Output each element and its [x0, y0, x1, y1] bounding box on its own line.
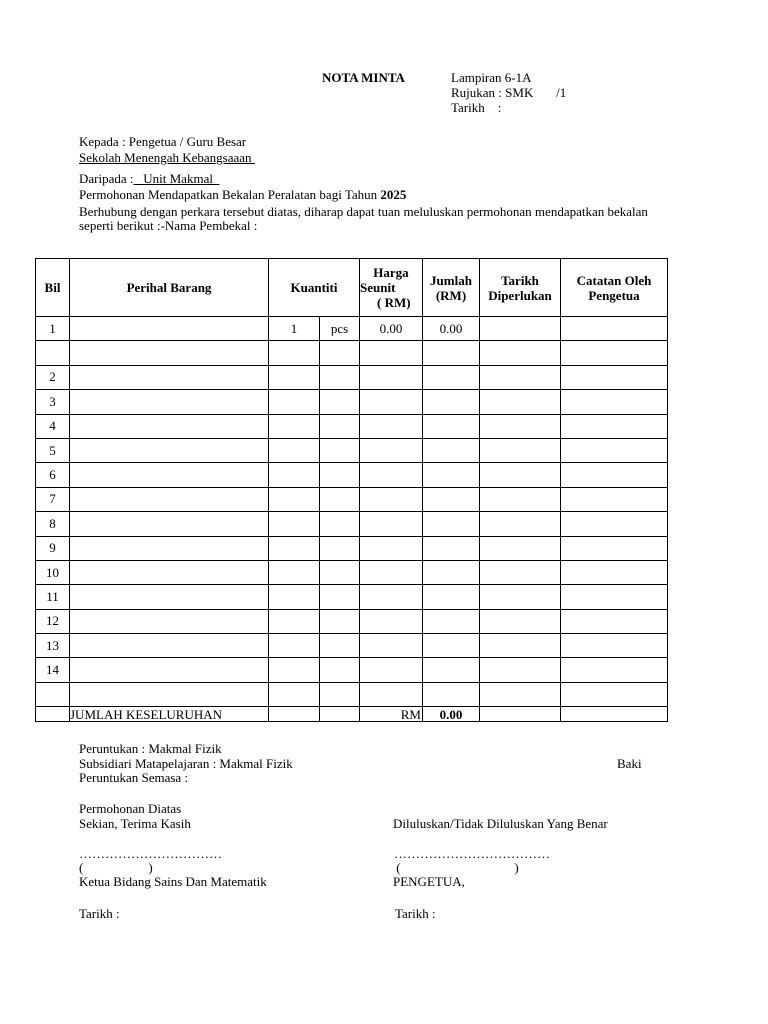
tarikh-header-text: Tarikh : — [451, 100, 502, 115]
row-catatan — [561, 365, 668, 389]
document-title: NOTA MINTA — [322, 70, 405, 85]
row-catatan — [561, 438, 668, 462]
row-unit — [320, 658, 360, 682]
header-bil: Bil — [36, 259, 70, 317]
row-qty — [269, 609, 320, 633]
total-qty-cell — [269, 707, 320, 722]
subject-text: Permohonan Mendapatkan Bekalan Peralatan bagi Tahun — [79, 187, 381, 202]
row-catatan — [561, 658, 668, 682]
row-catatan — [561, 341, 668, 365]
diluluskan-text: Diluluskan/Tidak Diluluskan Yang Benar — [393, 816, 608, 831]
subsidiari-line: Subsidiari Matapelajaran : Makmal Fizik — [79, 756, 293, 771]
row-jumlah — [423, 658, 480, 682]
row-tarikh — [480, 438, 561, 462]
row-tarikh — [480, 682, 561, 706]
row-harga — [360, 536, 423, 560]
row-tarikh — [480, 487, 561, 511]
row-unit — [320, 609, 360, 633]
total-catatan-cell — [561, 707, 668, 722]
row-qty — [269, 463, 320, 487]
row-harga — [360, 560, 423, 584]
row-bil: 9 — [36, 536, 70, 560]
row-qty — [269, 585, 320, 609]
row-tarikh — [480, 317, 561, 341]
baki-label: Baki — [617, 756, 642, 771]
row-qty — [269, 414, 320, 438]
table-row — [36, 634, 668, 658]
row-jumlah — [423, 487, 480, 511]
school-name: Sekolah Menengah Kebangsaaan — [79, 150, 255, 165]
row-bil — [36, 682, 70, 706]
row-bil: 8 — [36, 512, 70, 536]
header-harga-3: ( RM) — [377, 295, 411, 310]
row-perihal — [70, 365, 269, 389]
table-row — [36, 609, 668, 633]
header-jumlah — [423, 259, 480, 317]
row-harga: 0.00 — [360, 317, 423, 341]
row-qty: 1 — [269, 317, 320, 341]
row-unit — [320, 536, 360, 560]
total-tarikh-cell — [480, 707, 561, 722]
header-harga-1: Harga — [373, 265, 409, 280]
row-tarikh — [480, 463, 561, 487]
signature-line-right: ……………………………… — [394, 846, 550, 861]
row-perihal — [70, 512, 269, 536]
header-harga — [360, 259, 423, 317]
row-qty — [269, 487, 320, 511]
row-qty — [269, 658, 320, 682]
row-jumlah — [423, 463, 480, 487]
row-catatan — [561, 414, 668, 438]
row-bil: 5 — [36, 438, 70, 462]
row-harga — [360, 634, 423, 658]
row-bil: 14 — [36, 658, 70, 682]
row-catatan — [561, 585, 668, 609]
row-bil — [36, 341, 70, 365]
daripada-label: Daripada : — [79, 171, 134, 186]
row-unit — [320, 487, 360, 511]
row-tarikh — [480, 512, 561, 536]
row-bil: 7 — [36, 487, 70, 511]
row-harga — [360, 463, 423, 487]
table-row — [36, 317, 668, 341]
row-catatan — [561, 634, 668, 658]
row-tarikh — [480, 658, 561, 682]
header-perihal: Perihal Barang — [70, 259, 269, 317]
row-jumlah — [423, 536, 480, 560]
row-qty — [269, 512, 320, 536]
row-harga — [360, 585, 423, 609]
row-perihal — [70, 658, 269, 682]
permohonan-diatas: Permohonan Diatas — [79, 801, 182, 816]
tarikh-right: Tarikh : — [395, 906, 436, 921]
row-unit — [320, 560, 360, 584]
total-label: JUMLAH KESELURUHAN — [70, 707, 269, 722]
header-kuantiti: Kuantiti — [269, 259, 360, 317]
row-perihal — [70, 390, 269, 414]
table-row — [36, 658, 668, 682]
rujukan-text: Rujukan : SMK /1 — [451, 85, 567, 100]
reference-block — [451, 70, 566, 115]
row-harga — [360, 682, 423, 706]
header-catatan-1: Catatan Oleh — [576, 272, 652, 288]
peruntukan-semasa-line: Peruntukan Semasa : — [79, 770, 189, 785]
row-harga — [360, 658, 423, 682]
row-perihal — [70, 585, 269, 609]
kepada-line: Kepada : Pengetua / Guru Besar — [79, 134, 247, 149]
row-bil: 1 — [36, 317, 70, 341]
lampiran-text: Lampiran 6-1A — [451, 70, 532, 85]
header-harga-2: Seunit — [360, 280, 396, 295]
row-unit — [320, 682, 360, 706]
row-catatan — [561, 390, 668, 414]
row-bil: 11 — [36, 585, 70, 609]
row-qty — [269, 390, 320, 414]
peruntukan-line: Peruntukan : Makmal Fizik — [79, 741, 222, 756]
daripada-line — [79, 171, 219, 187]
header-tarikh-2: Diperlukan — [488, 287, 552, 303]
sekian-text: Sekian, Terima Kasih — [79, 816, 191, 831]
row-bil: 13 — [36, 634, 70, 658]
row-jumlah — [423, 609, 480, 633]
row-bil: 10 — [36, 560, 70, 584]
row-perihal — [70, 487, 269, 511]
subject-line — [79, 187, 406, 203]
row-qty — [269, 365, 320, 389]
row-qty — [269, 682, 320, 706]
row-harga — [360, 609, 423, 633]
row-perihal — [70, 609, 269, 633]
row-unit — [320, 414, 360, 438]
row-tarikh — [480, 341, 561, 365]
row-jumlah — [423, 341, 480, 365]
row-perihal — [70, 414, 269, 438]
row-harga — [360, 512, 423, 536]
row-unit — [320, 463, 360, 487]
tarikh-left: Tarikh : — [79, 906, 120, 921]
row-harga — [360, 414, 423, 438]
row-jumlah — [423, 634, 480, 658]
row-bil: 6 — [36, 463, 70, 487]
name-paren-right: ( ) — [393, 860, 519, 875]
table-row — [36, 487, 668, 511]
row-jumlah — [423, 390, 480, 414]
table-row — [36, 560, 668, 584]
row-qty — [269, 341, 320, 365]
table-row — [36, 414, 668, 438]
row-catatan — [561, 317, 668, 341]
row-catatan — [561, 512, 668, 536]
table-row — [36, 365, 668, 389]
row-tarikh — [480, 585, 561, 609]
row-jumlah: 0.00 — [423, 317, 480, 341]
row-bil: 4 — [36, 414, 70, 438]
row-tarikh — [480, 390, 561, 414]
row-qty — [269, 634, 320, 658]
subject-year: 2025 — [380, 187, 407, 202]
row-jumlah — [423, 414, 480, 438]
header-jumlah-2: (RM) — [435, 287, 467, 303]
total-bil-cell — [36, 707, 70, 722]
table-row — [36, 512, 668, 536]
header-catatan — [561, 259, 668, 317]
table-row — [36, 682, 668, 706]
table-row — [36, 341, 668, 365]
row-harga — [360, 390, 423, 414]
row-harga — [360, 341, 423, 365]
table-row — [36, 585, 668, 609]
row-perihal — [70, 317, 269, 341]
row-bil: 3 — [36, 390, 70, 414]
table-row — [36, 463, 668, 487]
row-unit — [320, 512, 360, 536]
row-catatan — [561, 463, 668, 487]
row-unit — [320, 585, 360, 609]
header-catatan-2: Pengetua — [588, 287, 640, 303]
row-tarikh — [480, 365, 561, 389]
row-bil: 2 — [36, 365, 70, 389]
row-perihal — [70, 341, 269, 365]
row-jumlah — [423, 365, 480, 389]
row-unit: pcs — [320, 317, 360, 341]
name-paren-left: ( ) — [79, 860, 153, 875]
header-jumlah-1: Jumlah — [430, 272, 472, 288]
row-tarikh — [480, 560, 561, 584]
row-qty — [269, 536, 320, 560]
row-unit — [320, 365, 360, 389]
row-unit — [320, 341, 360, 365]
signature-line-left: …………………………… — [79, 846, 222, 861]
table-row — [36, 536, 668, 560]
table-row — [36, 438, 668, 462]
row-bil: 12 — [36, 609, 70, 633]
total-unit-cell — [320, 707, 360, 722]
items-table — [35, 258, 668, 722]
row-perihal — [70, 682, 269, 706]
total-row — [36, 707, 668, 722]
header-tarikh — [480, 259, 561, 317]
row-catatan — [561, 560, 668, 584]
row-tarikh — [480, 536, 561, 560]
table-header-row — [36, 259, 668, 317]
row-tarikh — [480, 414, 561, 438]
row-catatan — [561, 682, 668, 706]
row-unit — [320, 390, 360, 414]
body-line-1: Berhubung dengan perkara tersebut diatas, diharap dapat tuan meluluskan permohonan mendapatkan bekalan — [79, 204, 648, 219]
body-line-2: seperti berikut :-Nama Pembekal : — [79, 218, 258, 233]
total-value: 0.00 — [423, 707, 480, 722]
row-qty — [269, 438, 320, 462]
row-unit — [320, 438, 360, 462]
row-harga — [360, 438, 423, 462]
row-perihal — [70, 438, 269, 462]
table-row — [36, 390, 668, 414]
header-tarikh-1: Tarikh — [501, 272, 539, 288]
row-catatan — [561, 609, 668, 633]
row-perihal — [70, 536, 269, 560]
row-tarikh — [480, 609, 561, 633]
row-jumlah — [423, 682, 480, 706]
row-jumlah — [423, 585, 480, 609]
row-tarikh — [480, 634, 561, 658]
row-harga — [360, 365, 423, 389]
row-catatan — [561, 487, 668, 511]
ketua-title: Ketua Bidang Sains Dan Matematik — [79, 874, 267, 889]
row-catatan — [561, 536, 668, 560]
row-perihal — [70, 634, 269, 658]
pengetua-title: PENGETUA, — [393, 874, 465, 889]
row-jumlah — [423, 512, 480, 536]
row-harga — [360, 487, 423, 511]
row-perihal — [70, 560, 269, 584]
row-perihal — [70, 463, 269, 487]
row-qty — [269, 560, 320, 584]
row-unit — [320, 634, 360, 658]
row-jumlah — [423, 438, 480, 462]
total-currency: RM — [360, 707, 423, 722]
daripada-value: Unit Makmal — [133, 171, 220, 186]
row-jumlah — [423, 560, 480, 584]
